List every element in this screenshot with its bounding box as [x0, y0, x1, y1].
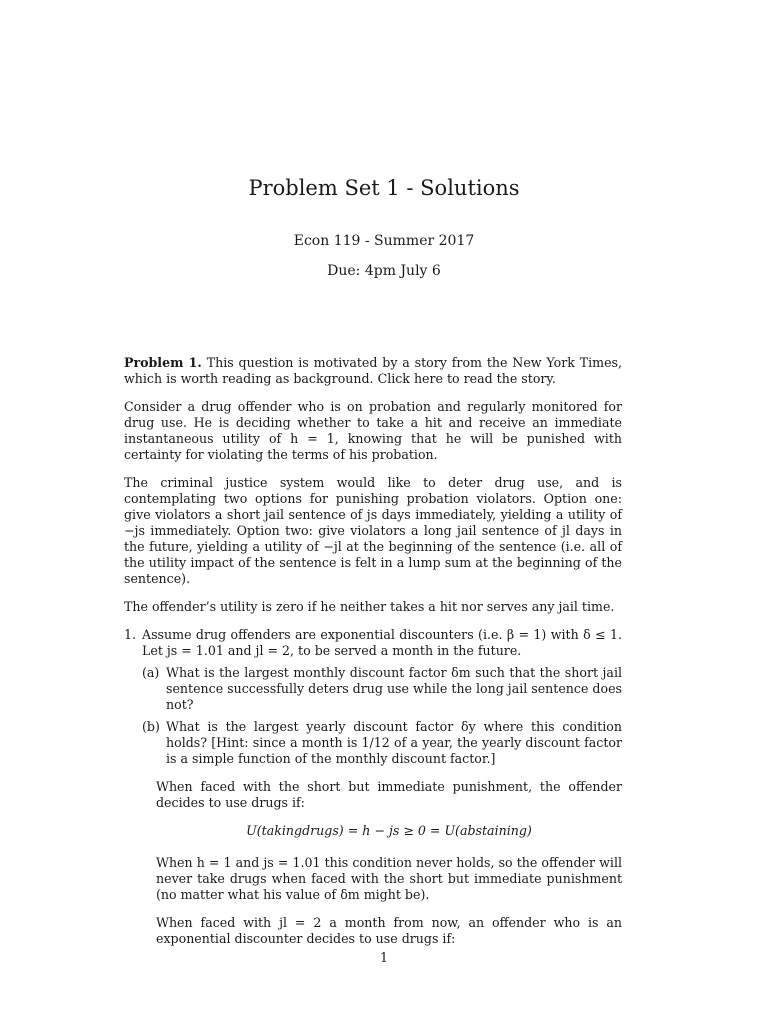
- problem-body: [124, 355, 622, 959]
- subquestion-text: What is the largest monthly discount factor δm such that the short jail sentence successfully deters drug use while the long jail sentence does not?: [166, 665, 622, 712]
- list-item: [124, 627, 622, 767]
- page-number: 1: [379, 950, 388, 965]
- subquestion-label: (b): [142, 719, 160, 734]
- paragraph-1: Consider a drug offender who is on probation and regularly monitored for drug use. He is deciding whether to take a hit and receive an immediate instantaneous utility of h = 1, knowing that he will be punished with certainty for violating the terms of his probation.: [124, 399, 622, 462]
- intro-text: This question is motivated by a story from the New York Times, which is worth reading as background. Click here to read the story.: [124, 355, 622, 386]
- problem-intro: [124, 355, 622, 387]
- solution-block: [156, 779, 622, 947]
- title-block: [0, 176, 768, 279]
- equation-utility: U(takingdrugs) = h − js ≥ 0 = U(abstaining): [246, 823, 532, 838]
- paragraph-2: The criminal justice system would like to deter drug use, and is contemplating two options for punishing probation violators. Option one: give violators a short jail sentence of js days immediately, yielding a utility of −js immediately. Option two: give violators a long jail sentence of jl days in the future, yielding a utility of −jl at the beginning of the sentence (i.e. all of the utility impact of the sentence is felt in a lump sum at the beginning of the sentence).: [124, 475, 622, 586]
- solution-paragraph-3: When faced with jl = 2 a month from now, an offender who is an exponential discounter decides to use drugs if:: [156, 915, 622, 946]
- due-line: Due: 4pm July 6: [327, 263, 441, 279]
- item-text: Assume drug offenders are exponential discounters (i.e. β = 1) with δ ≤ 1. Let js = 1.01 and jl = 2, to be served a month in the future.: [142, 627, 622, 658]
- paragraph-3: The offender’s utility is zero if he neither takes a hit nor serves any jail time.: [124, 599, 615, 614]
- course-line: Econ 119 - Summer 2017: [293, 233, 475, 249]
- item-number: 1.: [124, 627, 137, 642]
- subquestion-b: [142, 719, 622, 767]
- item-body: [142, 627, 622, 767]
- question-list: [124, 627, 622, 767]
- subquestion-a: [142, 665, 622, 713]
- solution-paragraph-1: When faced with the short but immediate punishment, the offender decides to use drugs if:: [156, 779, 622, 810]
- page-title: Problem Set 1 - Solutions: [248, 176, 520, 200]
- subquestion-text: What is the largest yearly discount factor δy where this condition holds? [Hint: since a month is 1/12 of a year, the yearly discount factor is a simple function of the monthly discount factor.]: [166, 719, 622, 766]
- subquestion-label: (a): [142, 665, 160, 680]
- problem-label: Problem 1.: [124, 355, 202, 370]
- solution-paragraph-2: When h = 1 and js = 1.01 this condition never holds, so the offender will never take drugs when faced with the short but immediate punishment (no matter what his value of δm might be).: [156, 855, 622, 902]
